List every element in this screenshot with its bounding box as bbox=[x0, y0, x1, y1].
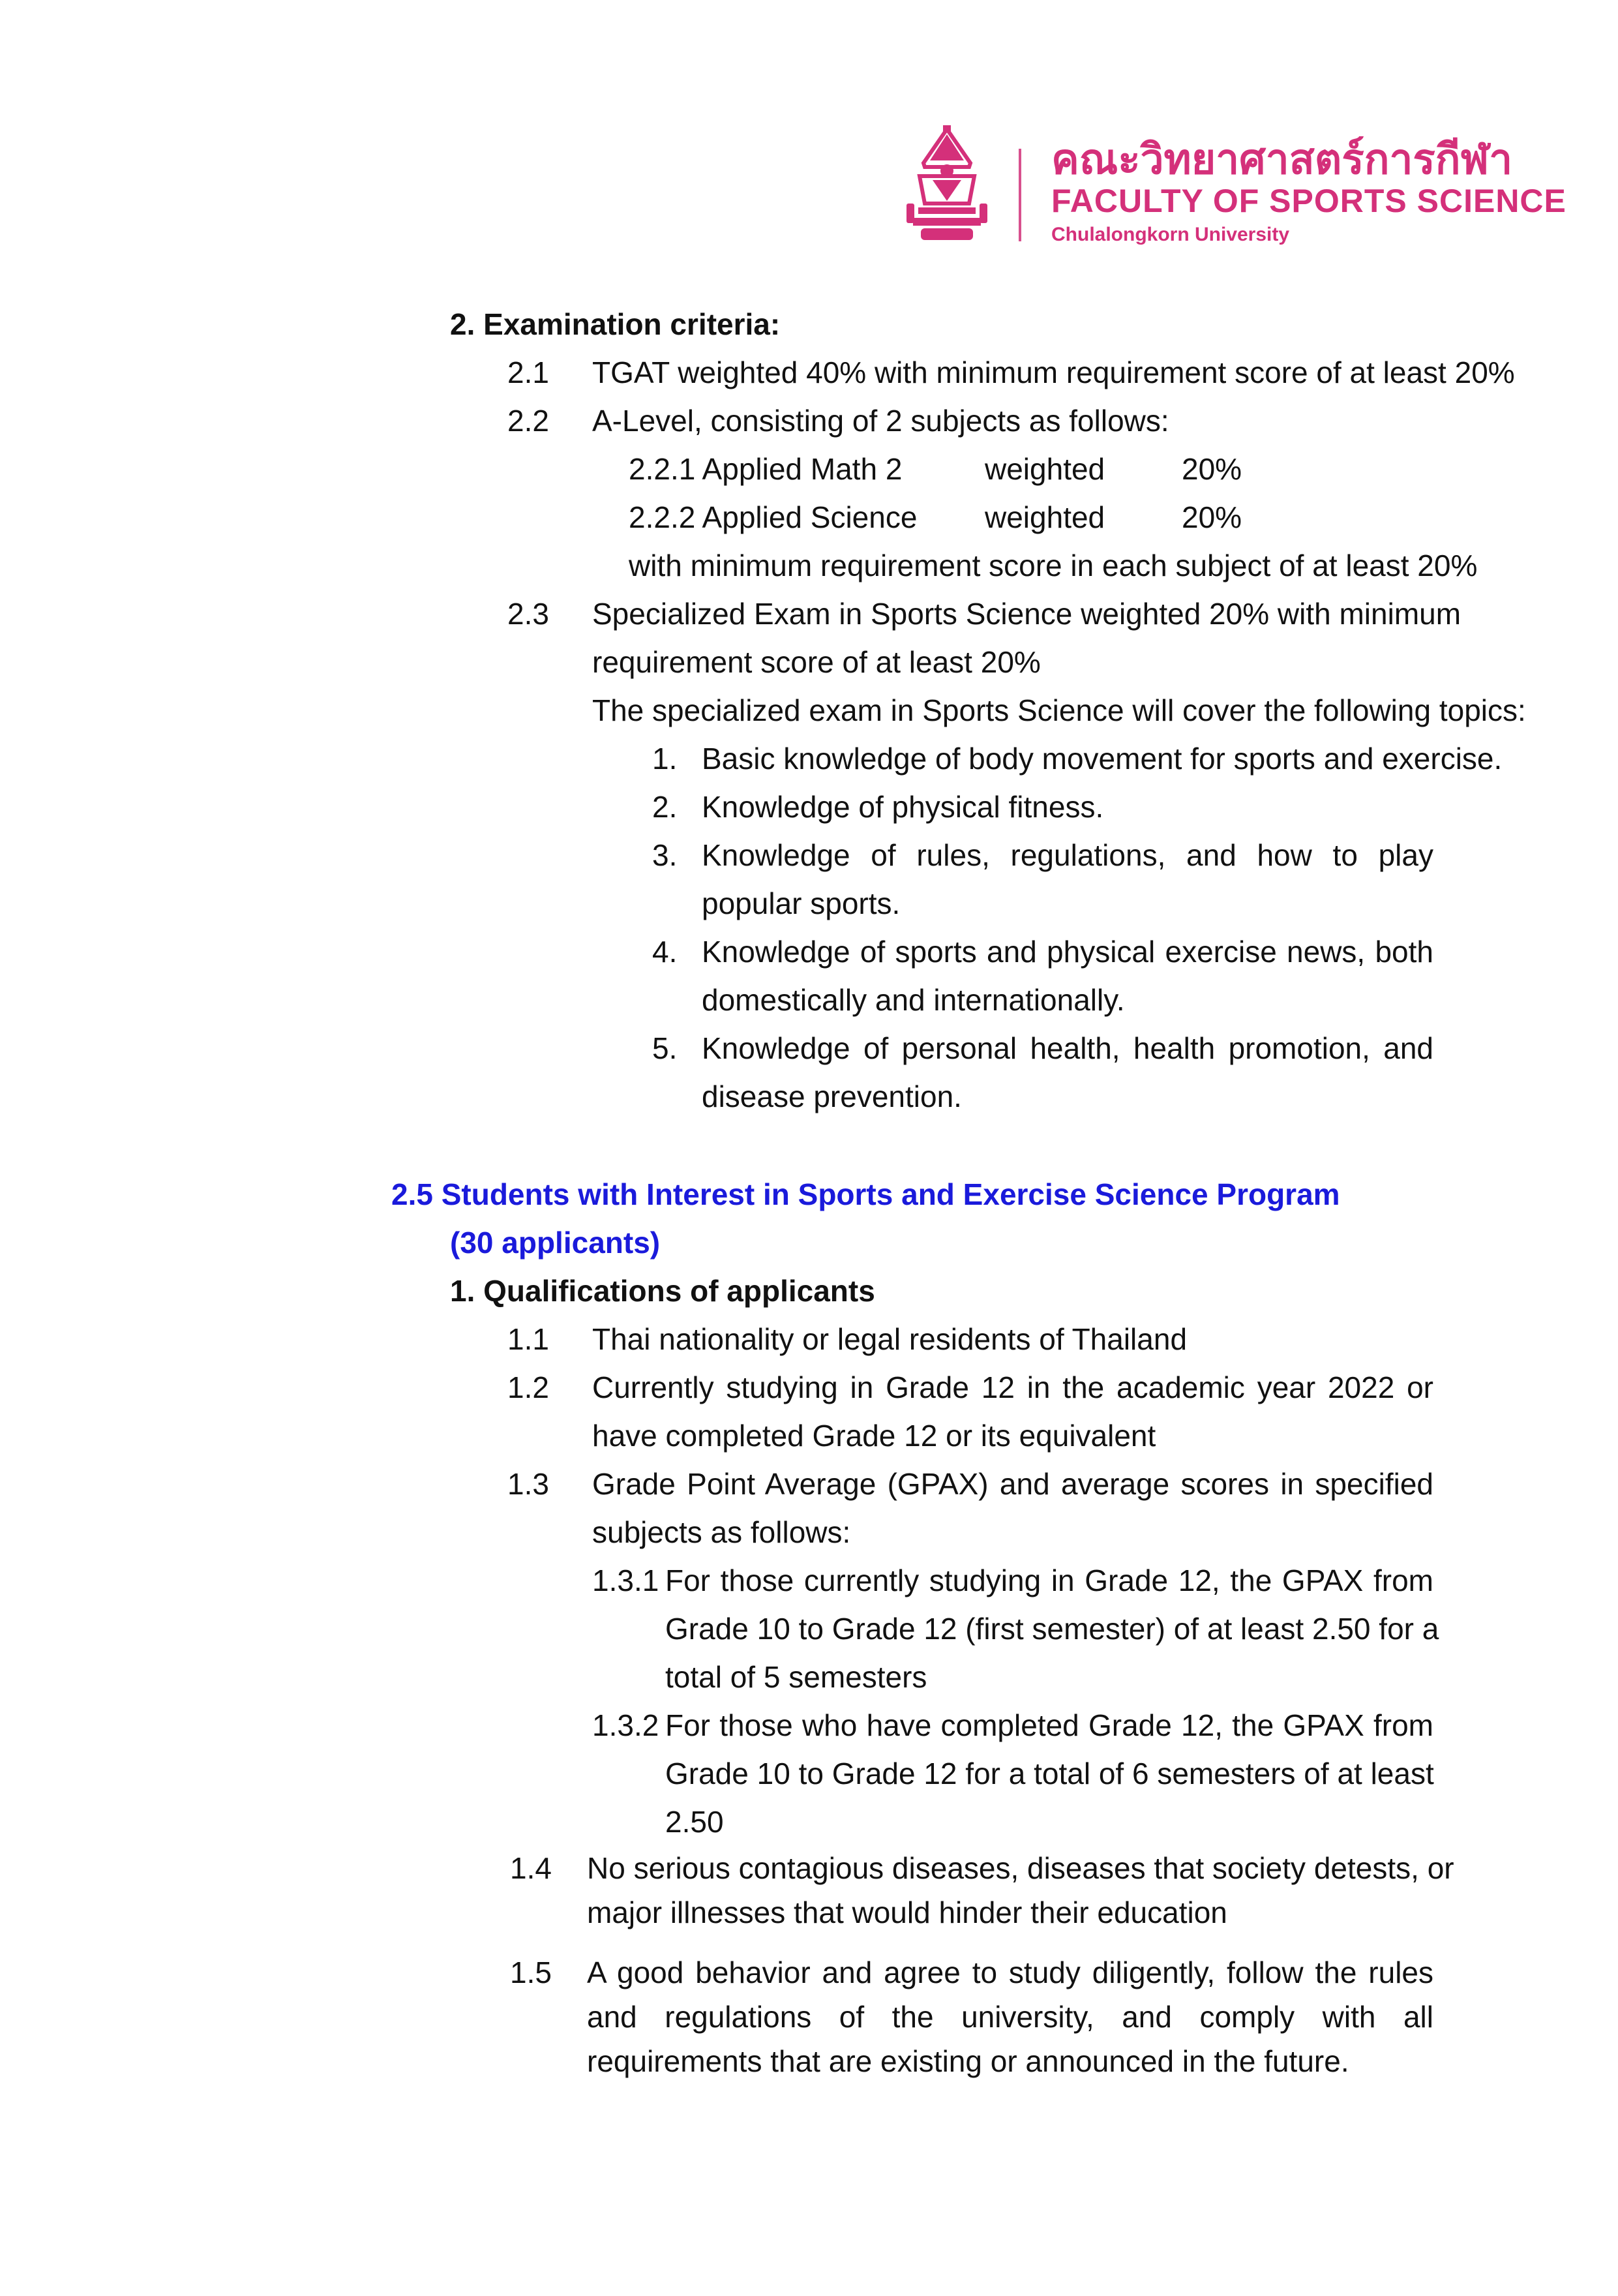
item-text: Grade Point Average (GPAX) and average scores in specified bbox=[592, 1467, 1433, 1501]
topic-text: Knowledge of rules, regulations, and how to play bbox=[702, 838, 1433, 872]
subitem-text: total of 5 semesters bbox=[665, 1660, 927, 1694]
topics-intro: The specialized exam in Sports Science will cover the following topics: bbox=[592, 693, 1526, 727]
item-text: major illnesses that would hinder their education bbox=[587, 1896, 1227, 1929]
topic-text: domestically and internationally. bbox=[702, 983, 1125, 1017]
qualifications-heading: 1. Qualifications of applicants bbox=[450, 1274, 875, 1308]
item-number: 1.4 bbox=[510, 1851, 552, 1885]
item-number: 2.2 bbox=[507, 404, 549, 438]
item-text: subjects as follows: bbox=[592, 1515, 851, 1549]
item-number: 1.2 bbox=[507, 1370, 549, 1404]
topic-text: Knowledge of sports and physical exercise news, both bbox=[702, 935, 1433, 969]
item-number: 1.3 bbox=[507, 1467, 549, 1501]
faculty-name-thai: คณะวิทยาศาสตร์การกีฬา bbox=[1051, 136, 1513, 183]
item-text: and regulations of the university, and comply with all bbox=[587, 2000, 1433, 2034]
exam-heading: 2. Examination criteria: bbox=[450, 307, 781, 341]
topic-number: 1. bbox=[652, 742, 678, 776]
university-name: Chulalongkorn University bbox=[1051, 224, 1290, 245]
subitem-text: Grade 10 to Grade 12 (first semester) of at least 2.50 for a bbox=[665, 1612, 1439, 1646]
topic-text: disease prevention. bbox=[702, 1080, 962, 1113]
item-number: 1.1 bbox=[507, 1322, 549, 1356]
item-text: requirements that are existing or announced in the future. bbox=[587, 2044, 1349, 2078]
item-number: 2.1 bbox=[507, 355, 549, 389]
item-text: requirement score of at least 20% bbox=[592, 645, 1041, 679]
subitem-number: 1.3.1 bbox=[592, 1563, 659, 1597]
subject-weight-label: weighted bbox=[985, 452, 1105, 486]
item-text: have completed Grade 12 or its equivalent bbox=[592, 1419, 1156, 1453]
section-title: 2.5 Students with Interest in Sports and Exercise Science Program bbox=[391, 1177, 1340, 1211]
subject-name: 2.2.2 Applied Science bbox=[629, 500, 918, 534]
item-text: Thai nationality or legal residents of Thailand bbox=[592, 1322, 1188, 1356]
subject-weight: 20% bbox=[1182, 452, 1242, 486]
subitem-text: 2.50 bbox=[665, 1805, 724, 1839]
topic-text: popular sports. bbox=[702, 886, 901, 920]
topic-number: 4. bbox=[652, 935, 678, 969]
logo-divider bbox=[1019, 149, 1021, 241]
section-title-applicants: (30 applicants) bbox=[450, 1226, 661, 1260]
subitem-number: 1.3.2 bbox=[592, 1708, 659, 1742]
topic-number: 5. bbox=[652, 1031, 678, 1065]
item-text: Specialized Exam in Sports Science weighted 20% with minimum bbox=[592, 597, 1461, 631]
subject-weight-label: weighted bbox=[985, 500, 1105, 534]
subitem-text: Grade 10 to Grade 12 for a total of 6 semesters of at least bbox=[665, 1757, 1434, 1790]
topic-number: 2. bbox=[652, 790, 678, 824]
topic-text: Knowledge of personal health, health promotion, and bbox=[702, 1031, 1433, 1065]
chula-emblem-icon bbox=[906, 125, 987, 243]
topic-text: Basic knowledge of body movement for sports and exercise. bbox=[702, 742, 1503, 776]
item-text: TGAT weighted 40% with minimum requirement score of at least 20% bbox=[592, 355, 1515, 389]
subject-weight: 20% bbox=[1182, 500, 1242, 534]
item-text: No serious contagious diseases, diseases that society detests, or bbox=[587, 1851, 1454, 1885]
topic-text: Knowledge of physical fitness. bbox=[702, 790, 1104, 824]
subitem-text: For those currently studying in Grade 12, the GPAX from bbox=[665, 1563, 1433, 1597]
subitem-text: For those who have completed Grade 12, the GPAX from bbox=[665, 1708, 1433, 1742]
subject-name: 2.2.1 Applied Math 2 bbox=[629, 452, 903, 486]
item-text: Currently studying in Grade 12 in the academic year 2022 or bbox=[592, 1370, 1433, 1404]
item-number: 1.5 bbox=[510, 1956, 552, 1989]
item-text: A-Level, consisting of 2 subjects as follows: bbox=[592, 404, 1169, 438]
faculty-name-english: FACULTY OF SPORTS SCIENCE bbox=[1051, 183, 1566, 219]
item-number: 2.3 bbox=[507, 597, 549, 631]
topic-number: 3. bbox=[652, 838, 678, 872]
subjects-note: with minimum requirement score in each subject of at least 20% bbox=[629, 549, 1478, 582]
item-text: A good behavior and agree to study diligently, follow the rules bbox=[587, 1956, 1433, 1989]
